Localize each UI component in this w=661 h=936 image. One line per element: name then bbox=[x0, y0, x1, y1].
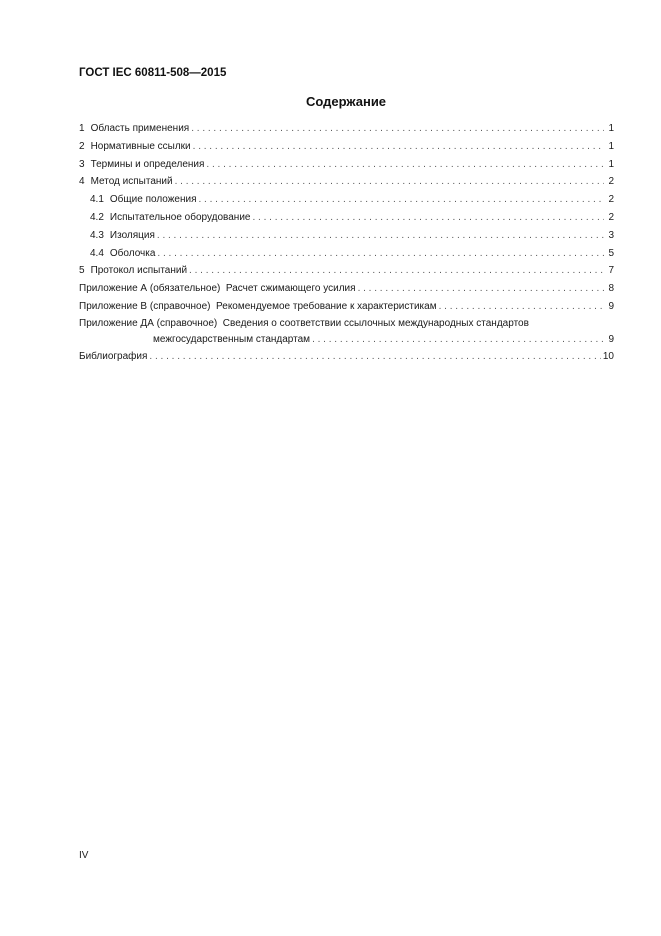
dot-leader bbox=[439, 298, 604, 316]
toc-entry-text: Нормативные ссылки bbox=[90, 140, 191, 152]
toc-entry-4-4[interactable] bbox=[79, 245, 614, 263]
toc-entry-page: 2 bbox=[608, 194, 614, 206]
toc-entry-page: 10 bbox=[602, 350, 614, 362]
toc-entry-text: Приложение А (обязательное) Расчет сжимающего усилия bbox=[79, 283, 356, 295]
dot-leader bbox=[157, 245, 604, 263]
toc-entry-text: Испытательное оборудование bbox=[109, 211, 251, 223]
toc-entry-number: 4.1 bbox=[90, 194, 104, 206]
dot-leader bbox=[157, 227, 604, 245]
toc-entry-number: 3 bbox=[79, 158, 85, 170]
toc-entry-text-continuation: межгосударственным стандартам bbox=[153, 333, 311, 345]
toc-entry-4-3[interactable] bbox=[79, 227, 614, 245]
toc-entry-number: 1 bbox=[79, 123, 85, 134]
toc-entry-text: Метод испытаний bbox=[90, 176, 173, 188]
toc-entry-page: 9 bbox=[608, 333, 614, 345]
toc-entry-number: 4.4 bbox=[90, 247, 104, 259]
toc-entry-page: 8 bbox=[608, 283, 614, 295]
toc-entry-text: Библиография bbox=[79, 350, 148, 362]
toc-entry-5[interactable] bbox=[79, 262, 614, 280]
dot-leader bbox=[175, 173, 604, 191]
toc-entry-text: Оболочка bbox=[109, 247, 156, 259]
dot-leader bbox=[252, 209, 604, 227]
toc-entry-number: 2 bbox=[79, 140, 85, 152]
toc-entry-text: Изоляция bbox=[109, 229, 155, 241]
dot-leader bbox=[312, 332, 604, 348]
page-title: Содержание bbox=[305, 94, 387, 109]
dot-leader bbox=[193, 138, 604, 156]
document-header: ГОСТ IEC 60811-508—2015 bbox=[79, 67, 227, 79]
dot-leader bbox=[206, 156, 604, 174]
dot-leader bbox=[149, 348, 600, 366]
toc-entry-page: 2 bbox=[608, 211, 614, 223]
toc-entry-text: Область применения bbox=[90, 123, 190, 134]
toc-entry-page: 9 bbox=[608, 300, 614, 312]
toc-entry-appendix-a[interactable] bbox=[79, 280, 614, 298]
toc-entry-page: 5 bbox=[608, 247, 614, 259]
toc-entry-2[interactable] bbox=[79, 138, 614, 156]
toc-entry-1[interactable] bbox=[79, 120, 614, 138]
toc-entry-4-1[interactable] bbox=[79, 191, 614, 209]
toc-entry-appendix-b[interactable] bbox=[79, 298, 614, 316]
toc-entry-number: 5 bbox=[79, 265, 85, 277]
toc-entry-number: 4.3 bbox=[90, 229, 104, 241]
page-number: IV bbox=[79, 850, 89, 861]
table-of-contents bbox=[79, 120, 614, 366]
dot-leader bbox=[191, 120, 604, 138]
dot-leader bbox=[189, 262, 604, 280]
toc-entry-bibliography[interactable] bbox=[79, 348, 614, 366]
toc-entry-page: 1 bbox=[608, 123, 614, 134]
toc-entry-number: 4.2 bbox=[90, 211, 104, 223]
toc-entry-page: 1 bbox=[608, 158, 614, 170]
dot-leader bbox=[358, 280, 604, 298]
toc-entry-text: Протокол испытаний bbox=[90, 265, 188, 277]
toc-entry-appendix-da[interactable] bbox=[79, 316, 614, 348]
toc-entry-page: 3 bbox=[608, 229, 614, 241]
toc-entry-4[interactable] bbox=[79, 173, 614, 191]
toc-entry-text: Общие положения bbox=[109, 194, 197, 206]
dot-leader bbox=[199, 191, 605, 209]
toc-entry-page: 7 bbox=[608, 265, 614, 277]
toc-entry-3[interactable] bbox=[79, 156, 614, 174]
toc-entry-page: 2 bbox=[608, 176, 614, 188]
toc-entry-text: Термины и определения bbox=[90, 158, 205, 170]
toc-entry-4-2[interactable] bbox=[79, 209, 614, 227]
toc-entry-text: Приложение ДА (справочное) Сведения о соответствии ссылочных международных стандартов bbox=[79, 317, 529, 329]
toc-entry-number: 4 bbox=[79, 176, 85, 188]
toc-entry-text: Приложение В (справочное) Рекомендуемое требование к характеристикам bbox=[79, 300, 437, 312]
toc-entry-page: 1 bbox=[608, 140, 614, 152]
